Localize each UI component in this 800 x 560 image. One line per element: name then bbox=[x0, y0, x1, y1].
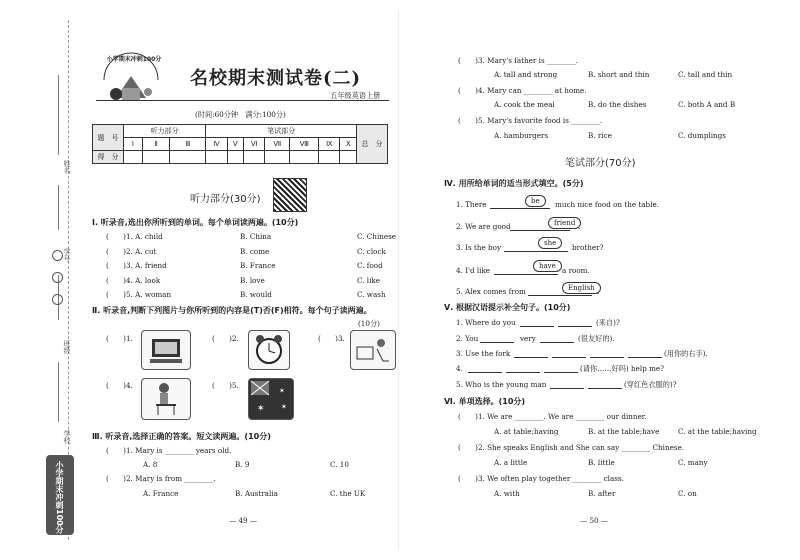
s3-q5-c: C. dumplings bbox=[678, 131, 726, 140]
s4-q2-blank[interactable] bbox=[510, 230, 570, 231]
page-divider bbox=[398, 10, 399, 550]
picture-boy-chair-icon bbox=[141, 378, 191, 420]
s3-q3-a: A. tall and strong bbox=[494, 70, 558, 79]
s1-q1-c: C. Chinese bbox=[357, 232, 397, 241]
s5-q3-blank-1[interactable] bbox=[514, 357, 548, 358]
s3-q2-b: B. Australia bbox=[235, 489, 278, 498]
s5-q2-hint: (很友好的). bbox=[578, 334, 615, 343]
col-1: Ⅰ bbox=[124, 138, 143, 151]
s6-q1: ( )1. We are ________. We are ________ our dinner. bbox=[458, 412, 647, 421]
s1-q5: ( )5. A. woman bbox=[106, 290, 172, 299]
s6-q2-a: A. a little bbox=[494, 458, 528, 467]
s4-q3: 3. Is the boy bbox=[456, 243, 501, 252]
col-10: Ⅹ bbox=[340, 138, 357, 151]
s6-q2-c: C. many bbox=[678, 458, 708, 467]
col-6: Ⅵ bbox=[244, 138, 265, 151]
score-cell[interactable] bbox=[170, 151, 206, 164]
col-9: Ⅸ bbox=[319, 138, 340, 151]
s6-q2: ( )2. She speaks English and She can say ________ Chinese. bbox=[458, 443, 685, 452]
s1-q3-c: C. food bbox=[357, 261, 383, 270]
s3-q1-b: B. 9 bbox=[235, 460, 250, 469]
score-cell[interactable] bbox=[265, 151, 290, 164]
written-header: 笔试部分 bbox=[206, 125, 357, 138]
picture-computer-icon bbox=[350, 330, 396, 370]
s3-q3: ( )3. Mary's father is ________. bbox=[458, 56, 578, 65]
s4-q5-word: English bbox=[562, 282, 601, 294]
s4-q1-blank[interactable] bbox=[490, 208, 550, 209]
s1-q3-b: B. France bbox=[240, 261, 276, 270]
score-cell[interactable] bbox=[206, 151, 227, 164]
s1-q1: ( )1. A. child bbox=[106, 232, 163, 241]
svg-text:✶: ✶ bbox=[279, 387, 285, 395]
picture-australia-flag-icon bbox=[248, 378, 294, 420]
page-number-left: — 49 — bbox=[229, 516, 258, 525]
s3-q2-a: A. France bbox=[143, 489, 179, 498]
section5-title: Ⅴ. 根据汉语提示补全句子。(10分) bbox=[444, 303, 571, 312]
s3-q5-b: B. rice bbox=[588, 131, 612, 140]
s5-q3: 3. Use the fork bbox=[456, 349, 511, 358]
s5-q2-blank-2[interactable] bbox=[540, 342, 574, 343]
section3-title: Ⅲ. 听录音,选择正确的答案。短文读两遍。(10分) bbox=[92, 432, 271, 441]
s6-q3-a: A. with bbox=[494, 489, 520, 498]
s3-q4-c: C. both A and B bbox=[678, 100, 736, 109]
s3-q1-a: A. 8 bbox=[143, 460, 158, 469]
s3-q2-c: C. the UK bbox=[330, 489, 366, 498]
s1-q4-c: C. like bbox=[357, 276, 381, 285]
picture-clock-icon bbox=[248, 330, 290, 370]
s4-q3-word: she bbox=[538, 237, 562, 249]
s6-q1-c: C. at the table;having bbox=[678, 427, 757, 436]
id-line bbox=[58, 185, 59, 230]
col-3: Ⅲ bbox=[170, 138, 206, 151]
score-cell[interactable] bbox=[340, 151, 357, 164]
s6-q1-b: B. at the table;have bbox=[588, 427, 660, 436]
s3-q4: ( )4. Mary can ________ at home. bbox=[458, 86, 587, 95]
s6-q2-b: B. little bbox=[588, 458, 615, 467]
s3-q4-b: B. do the dishes bbox=[588, 100, 647, 109]
binding-hole-3 bbox=[52, 294, 63, 305]
binding-hole-2 bbox=[52, 272, 63, 283]
s4-q5: 5. Alex comes from bbox=[456, 287, 526, 296]
col-2: Ⅱ bbox=[142, 138, 169, 151]
name-label: 姓名 bbox=[63, 160, 71, 174]
s1-q5-b: B. would bbox=[240, 290, 272, 299]
s5-q4-hint: (请你……好吗) help me? bbox=[580, 364, 665, 373]
s4-q1-post: much nice food on the table. bbox=[555, 200, 659, 209]
s6-q3-c: C. on bbox=[678, 489, 697, 498]
section4-title: Ⅳ. 用所给单词的适当形式填空。(5分) bbox=[444, 179, 584, 188]
total-header: 总 分 bbox=[357, 125, 388, 164]
score-cell[interactable] bbox=[142, 151, 169, 164]
s5-q5-blank-2[interactable] bbox=[588, 388, 622, 389]
student-id-label: 学号 bbox=[63, 248, 71, 262]
s3-q5: ( )5. Mary's favorite food is ________. bbox=[458, 116, 603, 125]
col-5: Ⅴ bbox=[227, 138, 243, 151]
s5-q2-mid: very bbox=[520, 334, 536, 343]
brand-tab bbox=[46, 455, 74, 535]
col-8: Ⅷ bbox=[290, 138, 319, 151]
s5-q4: 4. bbox=[456, 364, 463, 373]
score-label: 得 分 bbox=[93, 151, 124, 164]
s3-q3-c: C. tall and thin bbox=[678, 70, 733, 79]
s6-q3-b: B. after bbox=[588, 489, 616, 498]
s5-q3-hint: (用你的右手). bbox=[664, 349, 708, 358]
listening-header: 听力部分 bbox=[124, 125, 206, 138]
s1-q4-b: B. love bbox=[240, 276, 265, 285]
brand-text: 小学期末冲刺100分 bbox=[55, 461, 64, 534]
s3-q1: ( )1. Mary is ________ years old. bbox=[106, 446, 232, 455]
svg-text:✶: ✶ bbox=[257, 404, 265, 414]
binding-hole-1 bbox=[52, 250, 63, 261]
s2-label-3: ( )3. bbox=[318, 334, 345, 343]
s1-q4: ( )4. A. look bbox=[106, 276, 161, 285]
s5-q1-blank-2[interactable] bbox=[558, 326, 592, 327]
s4-q1-word: be bbox=[525, 195, 546, 207]
score-cell[interactable] bbox=[124, 151, 143, 164]
s4-q2: 2. We are good bbox=[456, 222, 511, 231]
page-title: 名校期末测试卷(二) bbox=[190, 68, 362, 89]
time-info: (时间:60分钟 满分:100分) bbox=[195, 110, 286, 119]
s3-q2: ( )2. Mary is from ________. bbox=[106, 474, 216, 483]
logo-text: 小学期末冲刺100分 bbox=[106, 56, 162, 63]
class-label: 班级 bbox=[63, 340, 71, 354]
score-cell[interactable] bbox=[290, 151, 319, 164]
section1-title: Ⅰ. 听录音,选出你所听到的单词。每个单词读两遍。(10分) bbox=[92, 218, 299, 227]
s1-q3: ( )3. A. friend bbox=[106, 261, 167, 270]
s1-q2-b: B. come bbox=[240, 247, 270, 256]
s2-label-4: ( )4. bbox=[106, 381, 133, 390]
picture-tv-icon bbox=[141, 330, 191, 370]
s3-q3-b: B. short and thin bbox=[588, 70, 650, 79]
s5-q4-blank-3[interactable] bbox=[544, 372, 578, 373]
s3-q5-a: A. hamburgers bbox=[494, 131, 549, 140]
svg-text:✶: ✶ bbox=[281, 403, 287, 411]
s2-label-2: ( )2. bbox=[212, 334, 239, 343]
written-title: 笔试部分(70分) bbox=[565, 158, 636, 169]
s5-q5-blank-1[interactable] bbox=[550, 388, 584, 389]
s5-q5: 5. Who is the young man bbox=[456, 380, 547, 389]
s4-q4-word: have bbox=[533, 260, 562, 272]
s1-q2: ( )2. A. cut bbox=[106, 247, 157, 256]
s5-q3-blank-4[interactable] bbox=[628, 357, 662, 358]
s4-q5-blank[interactable] bbox=[528, 295, 592, 296]
s4-q4-blank[interactable] bbox=[494, 274, 558, 275]
s2-label-5: ( )5. bbox=[212, 381, 239, 390]
s5-q4-blank-2[interactable] bbox=[506, 372, 540, 373]
s4-q1: 1. There bbox=[456, 200, 487, 209]
s4-q2-post: . bbox=[578, 222, 581, 231]
s5-q1: 1. Where do you bbox=[456, 318, 516, 327]
s1-q5-c: C. wash bbox=[357, 290, 386, 299]
score-cell[interactable] bbox=[227, 151, 243, 164]
s5-q2-blank-1[interactable] bbox=[480, 342, 514, 343]
s5-q4-blank-1[interactable] bbox=[468, 372, 502, 373]
s5-q1-hint: (来自)? bbox=[596, 318, 620, 327]
school-line bbox=[58, 362, 59, 422]
section2-score: (10分) bbox=[358, 319, 380, 328]
s4-q3-blank[interactable] bbox=[504, 251, 568, 252]
score-table bbox=[92, 124, 388, 164]
s4-q3-post: brother? bbox=[572, 243, 604, 252]
s6-q1-a: A. at table;having bbox=[494, 427, 559, 436]
s5-q1-blank-1[interactable] bbox=[520, 326, 554, 327]
name-line bbox=[58, 75, 59, 155]
s4-q4-post: a room. bbox=[562, 266, 590, 275]
s4-q2-word: friend bbox=[548, 217, 581, 229]
listening-title: 听力部分(30分) bbox=[190, 194, 261, 205]
school-label: 学校 bbox=[63, 430, 71, 444]
question-header: 题 号 bbox=[93, 125, 124, 151]
section6-title: Ⅵ. 单项选择。(10分) bbox=[444, 397, 526, 406]
s4-q5-post: . bbox=[597, 287, 600, 296]
s6-q3: ( )3. We often play together ________ class. bbox=[458, 474, 624, 483]
grade-label: 五年级英语上册 bbox=[330, 91, 381, 100]
s4-q4: 4. I'd like bbox=[456, 266, 491, 275]
s5-q3-blank-2[interactable] bbox=[552, 357, 586, 358]
col-4: Ⅳ bbox=[206, 138, 227, 151]
s1-q1-b: B. China bbox=[240, 232, 272, 241]
s5-q2: 2. You bbox=[456, 334, 479, 343]
s5-q5-hint: (穿红色衣服的)? bbox=[624, 380, 677, 389]
s3-q1-c: C. 10 bbox=[330, 460, 349, 469]
qr-code-icon bbox=[273, 178, 307, 212]
page-number-right: — 50 — bbox=[580, 516, 609, 525]
section2-title: Ⅱ. 听录音,判断下列图片与你所听到的内容是(T)否(F)相符。每个句子读两遍。 bbox=[92, 306, 372, 315]
s5-q3-blank-3[interactable] bbox=[590, 357, 624, 358]
score-cell[interactable] bbox=[319, 151, 340, 164]
s2-label-1: ( )1. bbox=[106, 334, 133, 343]
s1-q2-c: C. clock bbox=[357, 247, 386, 256]
col-7: Ⅶ bbox=[265, 138, 290, 151]
s3-q4-a: A. cook the meal bbox=[494, 100, 555, 109]
score-cell[interactable] bbox=[244, 151, 265, 164]
